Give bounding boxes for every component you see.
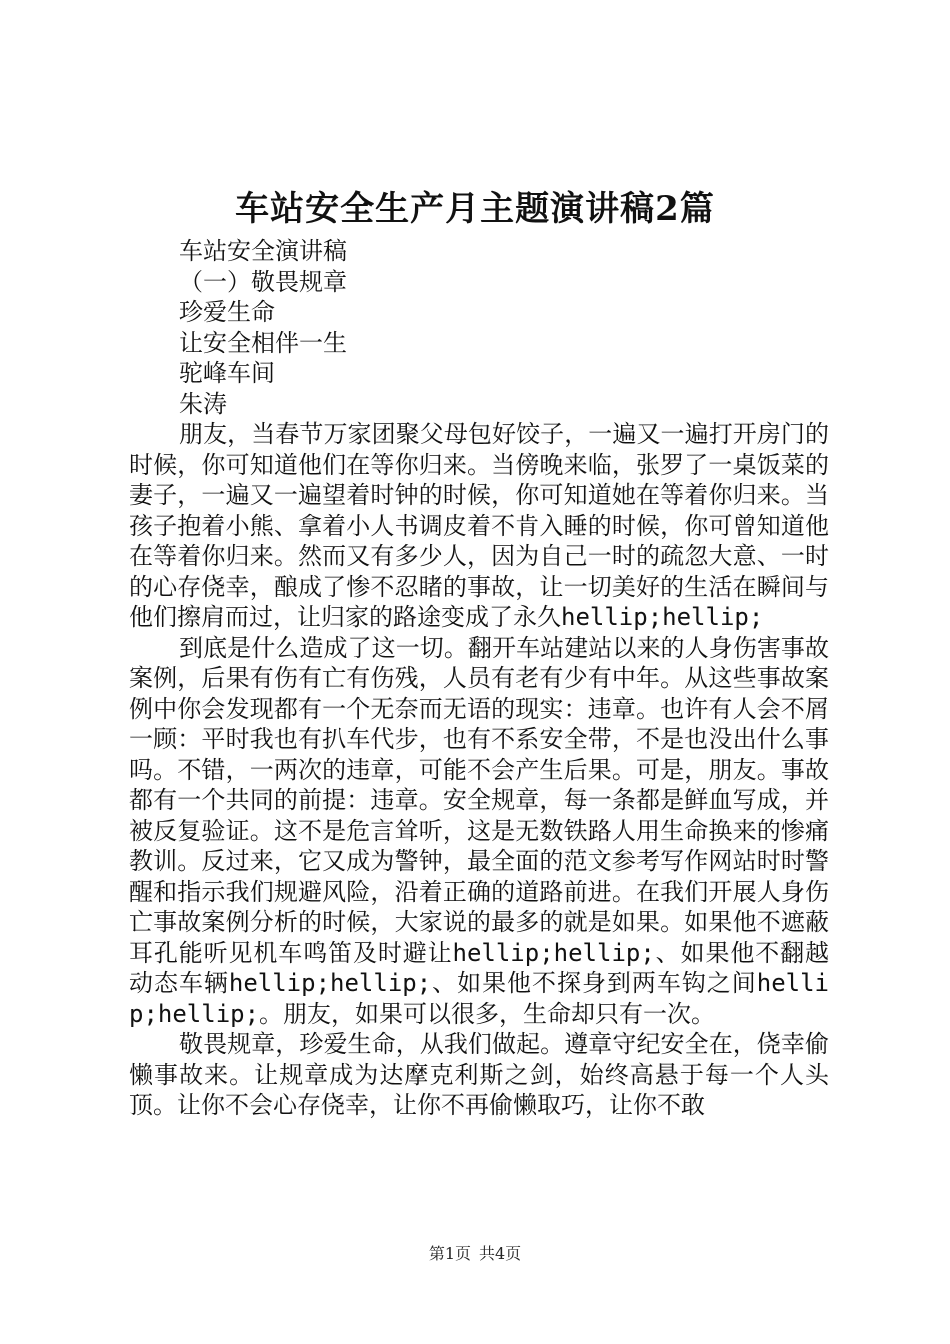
subtitle-line: 车站安全演讲稿 <box>179 237 347 265</box>
body-paragraph: 朋友，当春节万家团聚父母包好饺子，一遍又一遍打开房门的时候，你可知道他们在等你归来。当傍晚来临，张罗了一桌饭菜的妻子，一遍又一遍望着时钟的时候，你可知道她在等着你归来。当孩子抱着小熊、拿着小人书调皮着不肯入睡的时候，你可曾知道他在等着你归来。然而又有多少人，因为自己一时的疏忽大意、一时的心存侥幸，酿成了惨不忍睹的事故，让一切美好的生活在瞬间与他们擦肩而过，让归家的路途变成了永久hellip;hellip; <box>129 420 829 631</box>
body-paragraph: 敬畏规章，珍爱生命，从我们做起。遵章守纪安全在，侥幸偷懒事故来。让规章成为达摩克利斯之剑，始终高悬于每一个人头顶。让你不会心存侥幸，让你不再偷懒取巧，让你不敢 <box>129 1030 829 1119</box>
body-paragraph: 到底是什么造成了这一切。翻开车站建站以来的人身伤害事故案例，后果有伤有亡有伤残，人员有老有少有中年。从这些事故案例中你会发现都有一个无奈而无语的现实：违章。也许有人会不屑一顾：平时我也有扒车代步，也有不系安全带，不是也没出什么事吗。不错，一两次的违章，可能不会产生后果。可是，朋友。事故都有一个共同的前提：违章。安全规章，每一条都是鲜血写成，并被反复验证。这不是危言耸听，这是无数铁路人用生命换来的惨痛教训。反过来，它又成为警钟，最全面的范文参考写作网站时时警醒和指示我们规避风险，沿着正确的道路前进。在我们开展人身伤亡事故案例分析的时候，大家说的最多的就是如果。如果他不遮蔽耳孔能听见机车鸣笛及时避让hellip;hellip;、如果他不翻越动态车辆hellip;hellip;、如果他不探身到两车钩之间hellip;hellip;。朋友，如果可以很多，生命却只有一次。 <box>129 633 829 1028</box>
page-total: 共4页 <box>479 1244 522 1263</box>
page-footer <box>0 1244 950 1264</box>
document-title: 车站安全生产月主题演讲稿2篇 <box>235 189 715 229</box>
document-body <box>129 236 829 1121</box>
page-number: 第1页 <box>428 1244 471 1263</box>
department-line: 驼峰车间 <box>179 359 275 387</box>
heading-line: 珍爱生命 <box>179 298 275 326</box>
section-heading: （一）敬畏规章 <box>179 267 347 296</box>
author-line: 朱涛 <box>179 389 227 418</box>
heading-line: 让安全相伴一生 <box>179 328 347 357</box>
